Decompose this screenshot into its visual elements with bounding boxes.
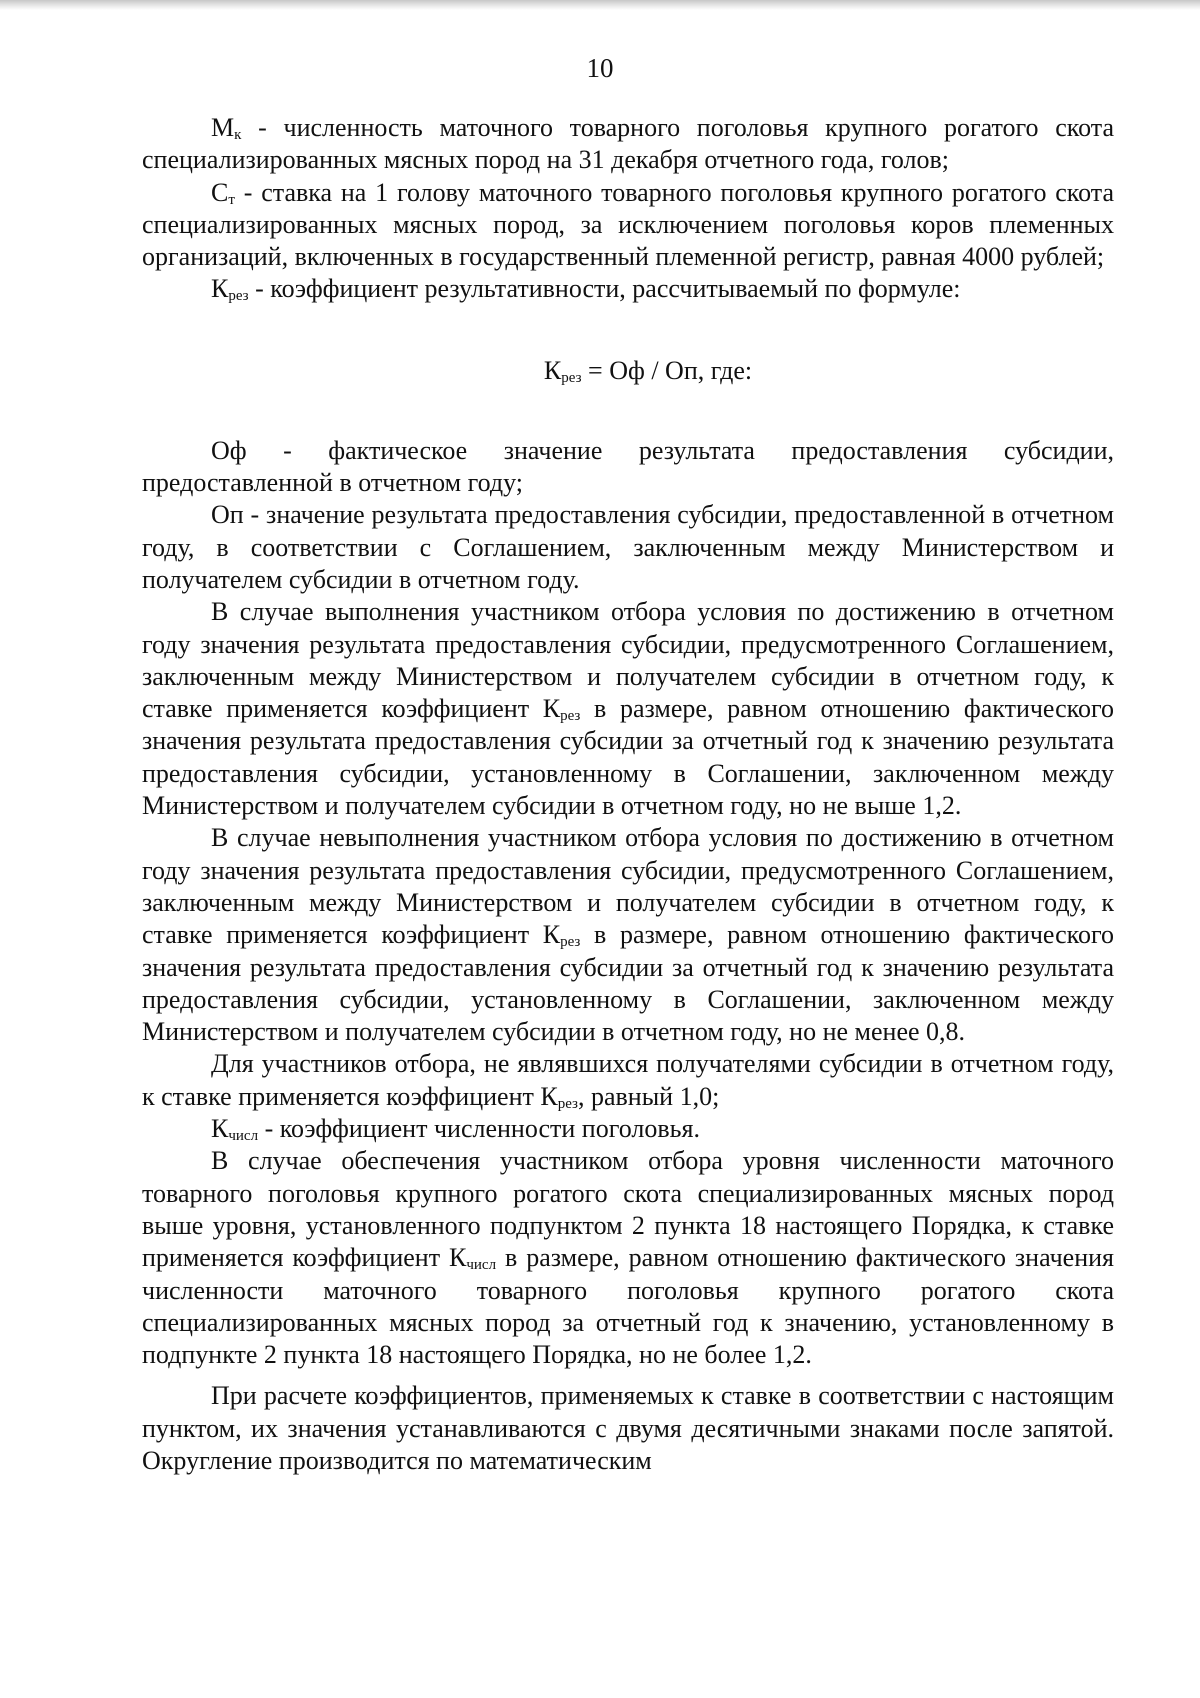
- paragraph-gap: [142, 1371, 1114, 1380]
- definition-kchisl: [142, 1113, 1114, 1145]
- definition-text: - ставка на 1 голову маточного товарного поголовья крупного рогатого скота специализированных мясных пород, за исключением поголовья коров племенных организаций, включенных в государственный племенной регистр, равная 4000 рублей;: [142, 177, 1114, 272]
- term-subscript: т: [228, 191, 235, 208]
- paragraph-text: При расчете коэффициентов, применяемых к ставке в соответствии с настоящим пунктом, их значения устанавливаются с двумя десятичными знаками после запятой. Округление производится по математическим: [142, 1381, 1114, 1475]
- paragraph-rounding: [142, 1380, 1114, 1477]
- term-symbol: К: [211, 1114, 229, 1144]
- definition-st: [142, 177, 1114, 274]
- definition-krez: [142, 273, 1114, 305]
- coefficient-subscript: числ: [466, 1257, 497, 1274]
- formula-krez: [142, 306, 1114, 435]
- paragraph-text-continued: в размере, равном отношению фактического значения численности маточного товарного поголовья крупного рогатого скота специализированных мясных пород за отчетный год к значению, установленному в подпункте 2 пункта 18 настоящего Порядка, но не более 1,2.: [142, 1243, 1115, 1370]
- definition-of: [142, 435, 1114, 500]
- definition-text: - коэффициент численности поголовья.: [258, 1114, 700, 1144]
- paragraph-text-continued: в размере, равном отношению фактического значения результата предоставления субсидии за отчетный год к значению результата предоставления субсидии, установленному в Соглашении, заключенном между Министерством и получателем субсидии в отчетном году, но не выше 1,2.: [142, 694, 1114, 821]
- paragraph-fulfillment: [142, 596, 1114, 822]
- term-symbol: С: [211, 177, 229, 207]
- definition-text: - значение результата предоставления субсидии, предоставленной в отчетном году, в соответствии с Соглашением, заключенным между Министерством и получателем субсидии в отчетном году.: [142, 500, 1114, 594]
- paragraph-text: В случае обеспечения участником отбора уровня численности маточного товарного поголовья крупного рогатого скота специализированных мясных пород выше уровня, установленного подпунктом 2 пункта 18 настоящего Порядка, к ставке применяется коэффициент К: [142, 1146, 1114, 1273]
- term-subscript: числ: [228, 1128, 259, 1145]
- paragraph-text-continued: , равный 1,0;: [577, 1081, 720, 1111]
- term-subscript: рез: [228, 288, 249, 305]
- term-symbol: К: [211, 274, 229, 304]
- document-body: [142, 112, 1114, 1477]
- page-number: 10: [586, 53, 614, 83]
- paragraph-nonfulfillment: [142, 822, 1114, 1048]
- definition-text: - фактическое значение результата предоставления субсидии, предоставленной в отчетном году;: [142, 435, 1114, 498]
- coefficient-subscript: рез: [560, 934, 581, 951]
- term-symbol: М: [211, 113, 235, 142]
- definition-text: - коэффициент результативности, рассчитываемый по формуле:: [248, 274, 961, 304]
- definition-text: - численность маточного товарного поголовья крупного рогатого скота специализированных мясных пород на 31 декабря отчетного года, голов;: [142, 113, 1114, 175]
- term-symbol: Оп: [211, 500, 244, 530]
- term-subscript: к: [234, 127, 242, 143]
- paragraph-new-participants: [142, 1048, 1114, 1113]
- coefficient-subscript: рез: [560, 708, 581, 725]
- formula-expression: = Оф / Оп, где:: [581, 355, 753, 385]
- formula-symbol: К: [543, 355, 562, 385]
- definition-mk: [142, 112, 1114, 177]
- paragraph-text: В случае невыполнения участником отбора условия по достижению в отчетном году значения результата предоставления субсидии, предусмотренного Соглашением, заключенным между Министерством и получателем субсидии в отчетном году, к ставке применяется коэффициент К: [142, 823, 1114, 950]
- coefficient-subscript: рез: [557, 1095, 578, 1112]
- definition-op: [142, 499, 1114, 596]
- term-symbol: Оф: [211, 435, 247, 465]
- paragraph-text: Для участников отбора, не являвшихся получателями субсидии в отчетном году, к ставке применяется коэффициент К: [142, 1049, 1114, 1111]
- formula-subscript: рез: [561, 369, 582, 386]
- scan-edge-shadow: [0, 0, 1200, 10]
- paragraph-text-continued: в размере, равном отношению фактического значения результата предоставления субсидии за отчетный год к значению результата предоставления субсидии, установленному в Соглашении, заключенном между Министерством и получателем субсидии в отчетном году, но не менее 0,8.: [142, 920, 1114, 1047]
- paragraph-text: В случае выполнения участником отбора условия по достижению в отчетном году значения результата предоставления субсидии, предусмотренного Соглашением, заключенным между Министерством и получателем субсидии в отчетном году, к ставке применяется коэффициент К: [142, 597, 1114, 724]
- paragraph-livestock-level: [142, 1145, 1114, 1371]
